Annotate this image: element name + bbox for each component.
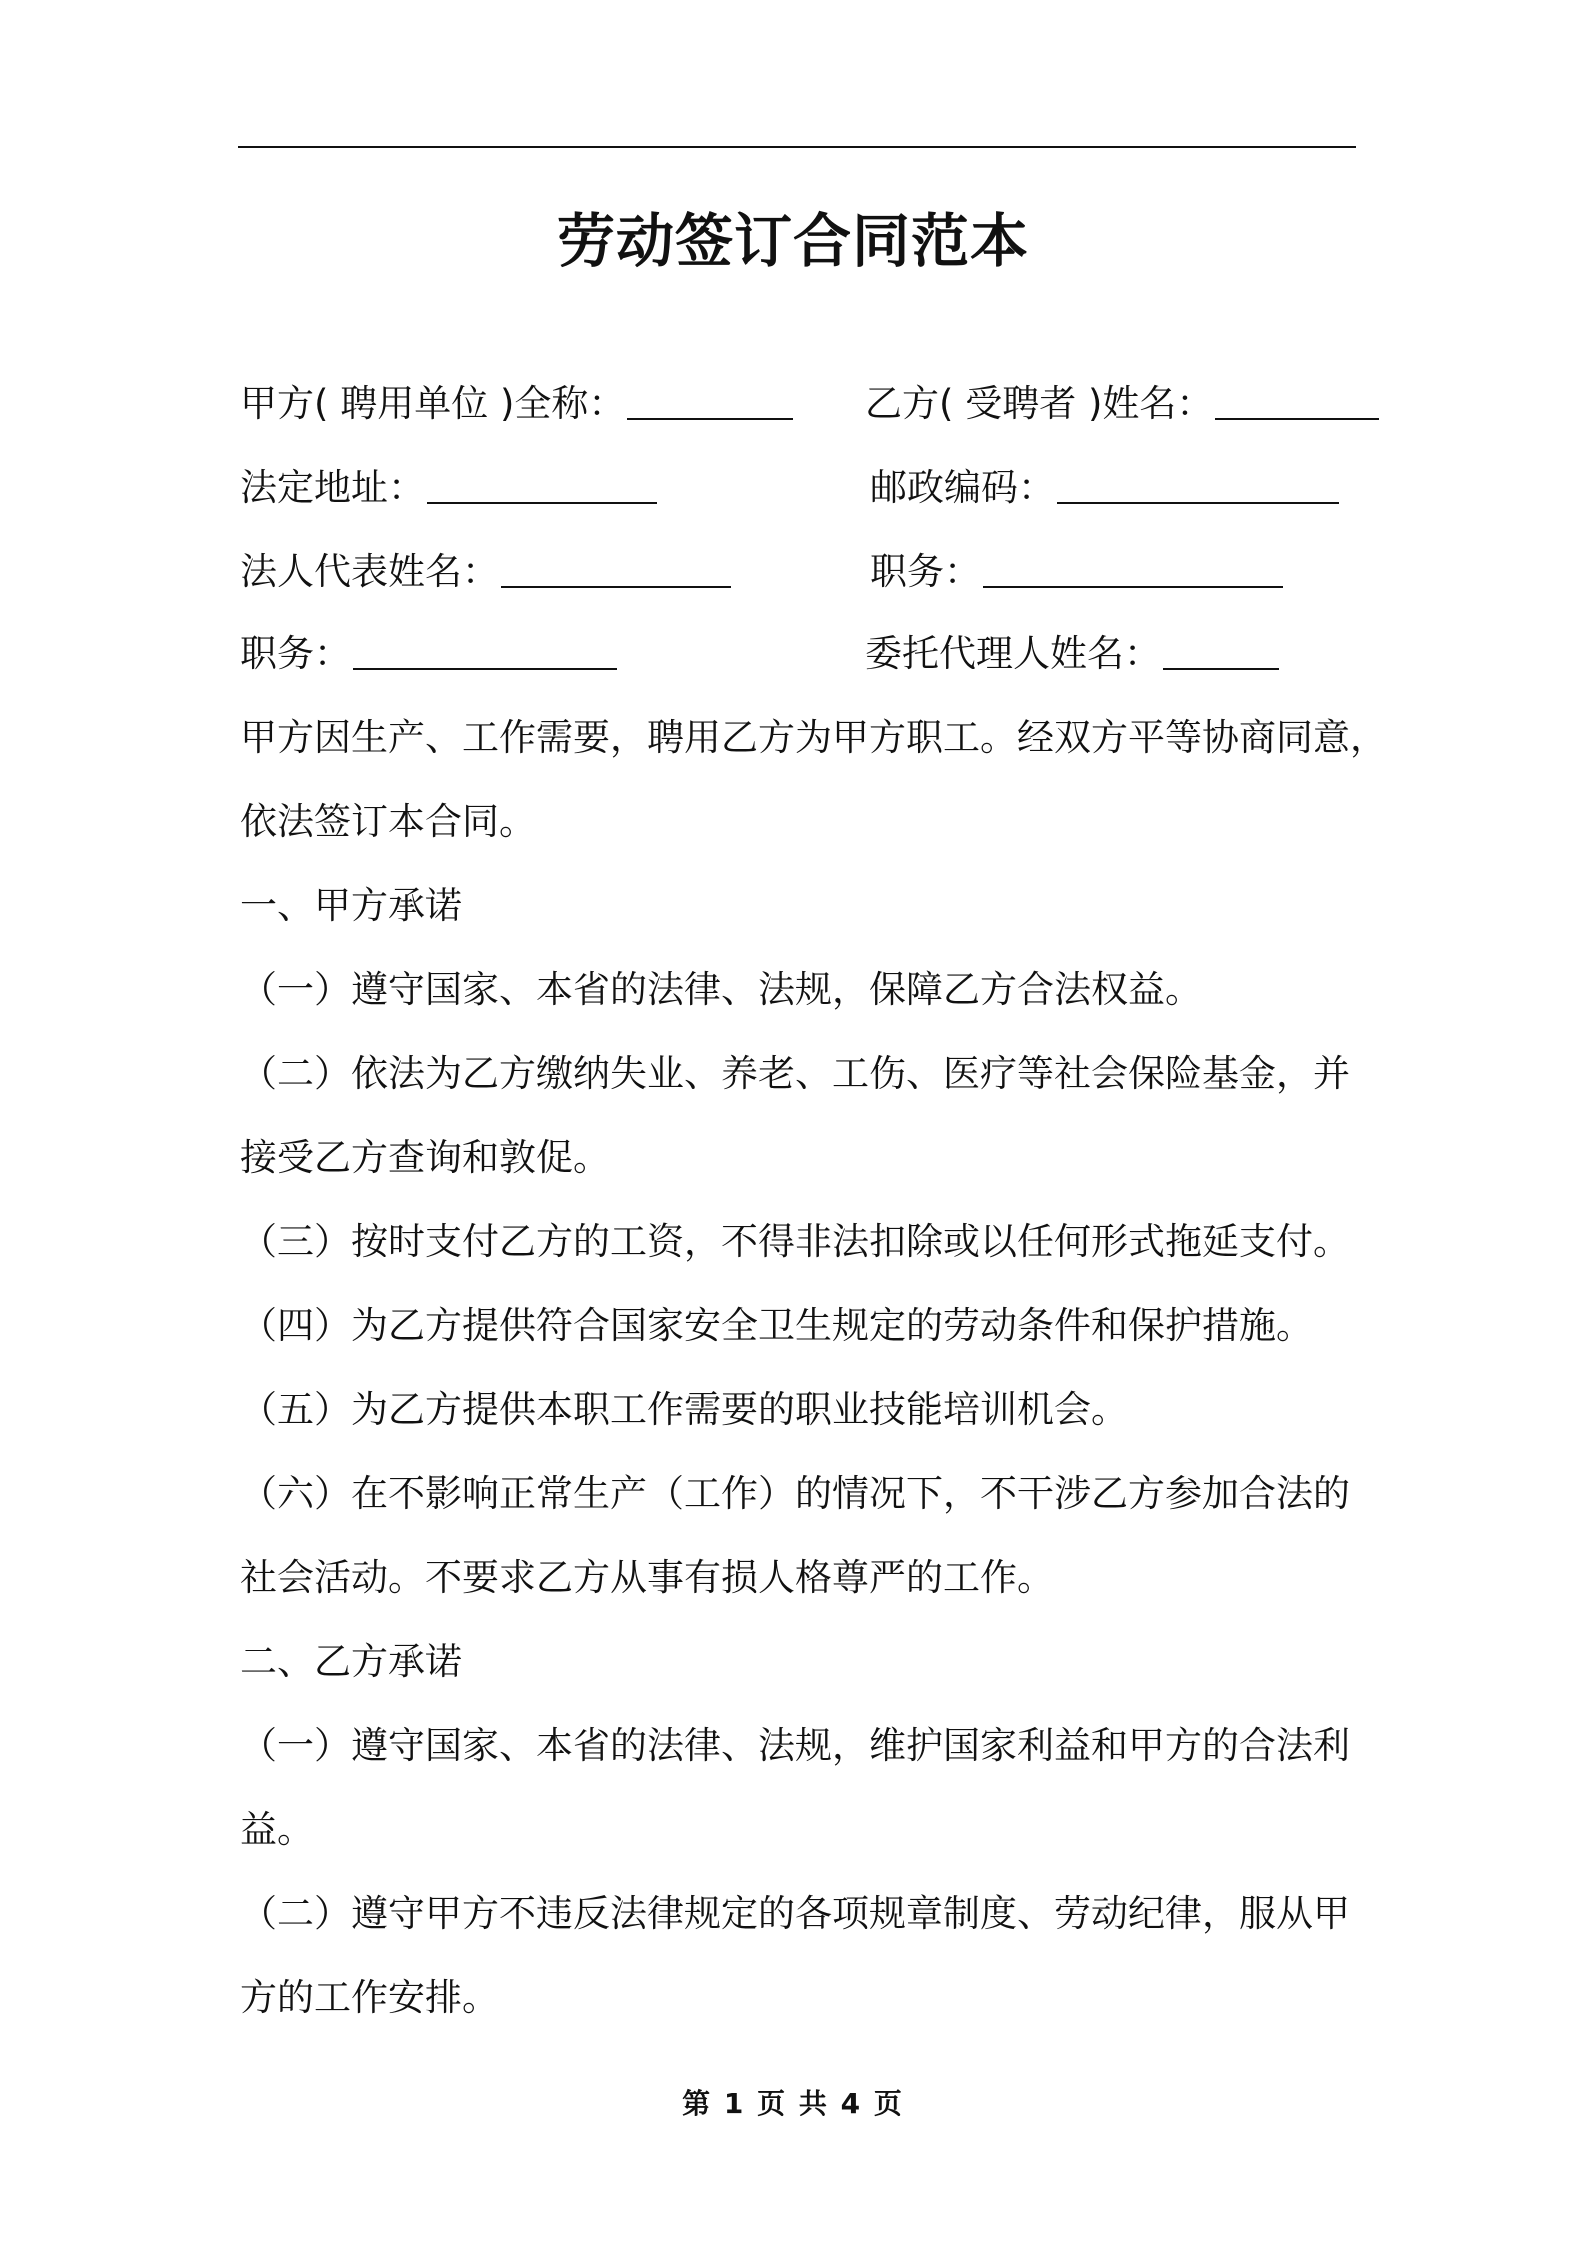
body-line: 益。	[240, 1808, 314, 1851]
body-line: （五）为乙方提供本职工作需要的职业技能培训机会。	[240, 1388, 1128, 1431]
fill-in-blank	[1057, 458, 1339, 504]
fill-in-blank	[983, 542, 1283, 588]
body-line: 社会活动。不要求乙方从事有损人格尊严的工作。	[240, 1556, 1054, 1599]
agent-name-field	[865, 624, 1279, 684]
fill-in-blank	[353, 624, 617, 670]
body-line: 方的工作安排。	[240, 1976, 499, 2019]
body-line: （四）为乙方提供符合国家安全卫生规定的劳动条件和保护措施。	[240, 1304, 1313, 1347]
page-number: 第 1 页 共 4 页	[682, 2087, 904, 2120]
section-heading: 一、甲方承诺	[240, 884, 462, 927]
party-a-position-field	[240, 624, 617, 684]
fill-in-blank	[1215, 374, 1379, 420]
legal-representative-field	[240, 542, 731, 602]
field-label: 邮政编码：	[870, 466, 1055, 509]
field-label: 职务：	[240, 632, 351, 675]
section-heading: 二、乙方承诺	[240, 1640, 462, 1683]
fill-in-blank	[1163, 624, 1279, 670]
party-b-position-field	[870, 542, 1283, 602]
party-b-name-field	[865, 374, 1379, 434]
field-label: 委托代理人姓名：	[865, 632, 1161, 675]
legal-address-field	[240, 458, 657, 518]
header-rule	[238, 146, 1356, 148]
field-label: 甲方( 聘用单位 )全称：	[240, 382, 626, 425]
fill-in-blank	[627, 374, 793, 420]
body-line: （一）遵守国家、本省的法律、法规，保障乙方合法权益。	[240, 968, 1202, 1011]
fill-in-blank	[427, 458, 657, 504]
body-line: （二）遵守甲方不违反法律规定的各项规章制度、劳动纪律，服从甲	[240, 1892, 1350, 1935]
document-title: 劳动签订合同范本	[556, 207, 1029, 275]
body-line: （一）遵守国家、本省的法律、法规，维护国家利益和甲方的合法利	[240, 1724, 1350, 1767]
field-label: 法人代表姓名：	[240, 550, 499, 593]
body-line: 依法签订本合同。	[240, 800, 536, 843]
field-label: 乙方( 受聘者 )姓名：	[865, 382, 1214, 425]
fill-in-blank	[501, 542, 731, 588]
body-line: （二）依法为乙方缴纳失业、养老、工伤、医疗等社会保险基金，并	[240, 1052, 1350, 1095]
body-line: （三）按时支付乙方的工资，不得非法扣除或以任何形式拖延支付。	[240, 1220, 1350, 1263]
body-line: 甲方因生产、工作需要，聘用乙方为甲方职工。经双方平等协商同意，	[240, 716, 1387, 759]
body-line: （六）在不影响正常生产（工作）的情况下，不干涉乙方参加合法的	[240, 1472, 1350, 1515]
field-label: 法定地址：	[240, 466, 425, 509]
field-label: 职务：	[870, 550, 981, 593]
body-line: 接受乙方查询和敦促。	[240, 1136, 610, 1179]
party-a-name-field	[240, 374, 793, 434]
postal-code-field	[870, 458, 1339, 518]
